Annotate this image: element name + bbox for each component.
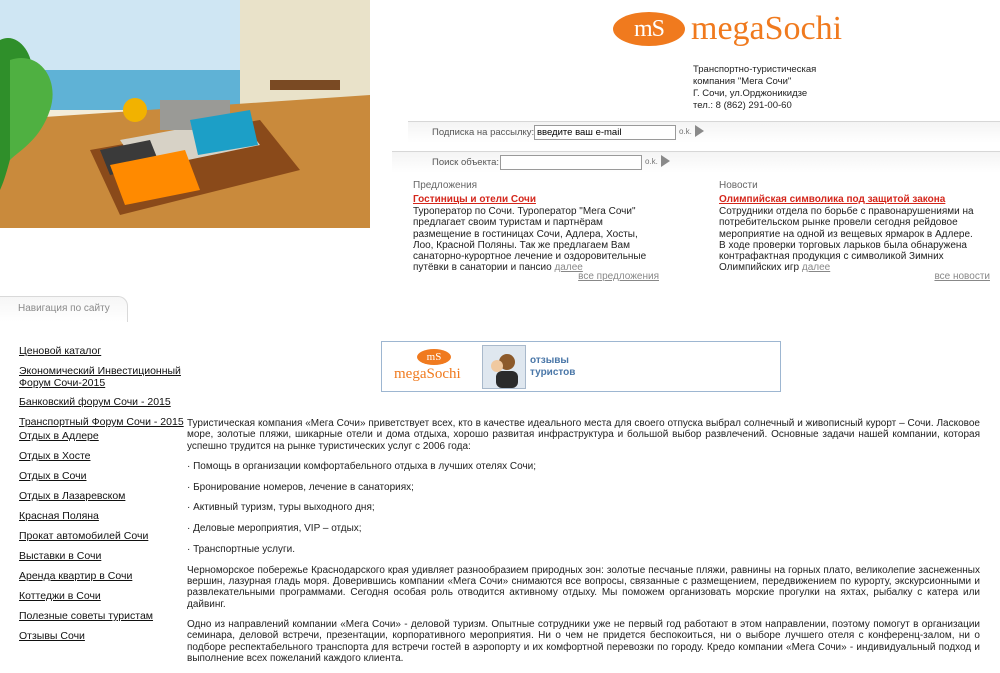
subscribe-form [408, 121, 1000, 143]
offers-text-body: Туроператор по Сочи. Туроператор "Мега Сочи" предлагает своим туристам и партнёрам размещение в гостиницах Сочи, Адлера, Хосты, Лоо, Красной Поляны. Так же предлагаем Вам санаторно-курортное лечение и оздоровительные путёвки в санатории и пансио [413, 206, 647, 274]
nav-heading-tab [0, 296, 128, 322]
intro-paragraph: Туристическая компания «Мега Сочи» приветствует всех, кто в качестве идеального места для своего отпуска выбрал солнечный и живописный курорт – Сочи. Ласковое море, золотые пляжи, шикарные отели и дома отдыха, хорошо развитая инфраструктура и большой выбор развлечений. Основные задачи нашей компании, которая успешно трудится на рынке туристических услуг с 2006 года: [187, 418, 980, 452]
nav-item[interactable]: Аренда квартир в Сочи [19, 570, 133, 582]
nav-item[interactable]: Банковский форум Сочи - 2015 [19, 396, 171, 408]
company-address: Г. Сочи, ул.Орджоникидзе [693, 88, 808, 99]
banner-caption [530, 355, 575, 379]
company-phone: тел.: 8 (862) 291-00-60 [693, 100, 792, 111]
offers-text [413, 206, 656, 274]
logo-name: megaSochi [691, 10, 843, 47]
company-info [693, 64, 816, 112]
logo-mark: mS [613, 12, 685, 46]
service-item: · Помощь в организации комфортабельного отдыха в лучших отелях Сочи; [187, 460, 537, 472]
nav-heading: Навигация по сайту [18, 303, 110, 314]
news-more-link[interactable]: далее [801, 262, 831, 274]
search-form [392, 151, 1000, 173]
banner-logo-name: megaSochi [394, 366, 461, 382]
service-item: · Деловые мероприятия, VIP – отдых; [187, 523, 362, 535]
news-title-link[interactable]: Олимпийская символика под защитой закона [719, 194, 946, 205]
search-input[interactable] [500, 155, 642, 170]
search-label: Поиск объекта: [432, 157, 500, 168]
nav-item[interactable]: Прокат автомобилей Сочи [19, 530, 149, 542]
banner-caption-line2: туристов [530, 367, 576, 378]
nav-item[interactable]: Отзывы Сочи [19, 630, 85, 642]
search-submit-icon[interactable] [661, 155, 670, 167]
main-content [187, 418, 980, 673]
offers-heading: Предложения [413, 180, 478, 191]
subscribe-submit-icon[interactable] [695, 125, 704, 137]
nav-item[interactable]: Коттеджи в Сочи [19, 590, 101, 602]
email-field[interactable] [534, 125, 676, 140]
news-heading: Новости [719, 180, 758, 191]
all-offers-link[interactable]: все предложения [578, 271, 659, 282]
nav-item[interactable]: Отдых в Сочи [19, 470, 87, 482]
news-text-body: Сотрудники отдела по борьбе с правонарушениями на потребительском рынке провели сегодня рейдовое мероприятие на одной из вещевых ярмарок в Адлере. В ходе проверки торговых ларьков была обнаружена контрафактная продукция с символикой Зимних Олимпийских игр [719, 206, 974, 274]
news-text [719, 206, 981, 274]
subscribe-label: Подписка на рассылку: [432, 127, 535, 138]
nav-item[interactable]: Выставки в Сочи [19, 550, 102, 562]
nature-paragraph: Черноморское побережье Краснодарского края удивляет разнообразием природных зон: золотые песчаные пляжи, равнины на горных плато, великолепие заснеженных вершин, лазурная гладь моря. Доверившись компании «Мега Сочи» снимаются все вопросы, связанные с размещением, передвижением по курорту, экскурсионными и развлекательными программами. Сегодня особая роль отводится активному отдыху. Мы поможем организовать морские прогулки на яхтах, рыбалку с катера или дайвинг. [187, 564, 980, 610]
nav-item[interactable]: Отдых в Лазаревском [19, 490, 126, 502]
nav-item[interactable]: Экономический Инвестиционный Форум Сочи-2015 [19, 365, 181, 389]
nav-item[interactable]: Красная Поляна [19, 510, 99, 522]
all-news-link[interactable]: все новости [934, 271, 990, 282]
nav-item[interactable]: Отдых в Адлере [19, 430, 99, 442]
reviewer-avatar-icon [482, 345, 526, 389]
news-block [719, 180, 990, 282]
business-paragraph: Одно из направлений компании «Мега Сочи» - деловой туризм. Опытные сотрудники уже не первый год работают в этом направлении, поэтому помогут в организации семинара, деловой встречи, презентации, корпоративного мероприятия. Ни о чем не придется беспокоиться, ни о выборе лучшего отеля с конференц-залом, ни о подборе респектабельного транспорта для встречи гостей в аэропорту и их комфортной перевозки по городу. Кредо компании «Мега Сочи» - индивидуальный подход и выполнение всех пожеланий каждого клиента. [187, 619, 980, 664]
service-item: · Активный туризм, туры выходного дня; [187, 502, 375, 514]
company-name: компания "Мега Сочи" [693, 76, 792, 87]
nav-item[interactable]: Транспортный Форум Сочи - 2015 [19, 416, 184, 428]
subscribe-ok-label[interactable]: o.k. [679, 127, 692, 136]
site-nav [19, 345, 189, 642]
banner-caption-line1: отзывы [530, 355, 569, 366]
nav-item[interactable]: Ценовой каталог [19, 345, 102, 357]
site-logo[interactable] [613, 12, 842, 46]
service-item: · Транспортные услуги. [187, 544, 295, 556]
banner-logo-mark: mS [417, 349, 451, 365]
offers-block [413, 180, 683, 282]
service-item: · Бронирование номеров, лечение в санаториях; [187, 481, 414, 493]
offers-title-link[interactable]: Гостиницы и отели Сочи [413, 194, 536, 205]
search-ok-label[interactable]: o.k. [645, 157, 658, 166]
reviews-banner[interactable] [381, 341, 781, 392]
offers-more-link[interactable]: далее [554, 262, 583, 274]
hero-illustration [0, 0, 370, 228]
nav-item[interactable]: Полезные советы туристам [19, 610, 154, 622]
company-type: Транспортно-туристическая [693, 64, 817, 75]
nav-item[interactable]: Отдых в Хосте [19, 450, 91, 462]
